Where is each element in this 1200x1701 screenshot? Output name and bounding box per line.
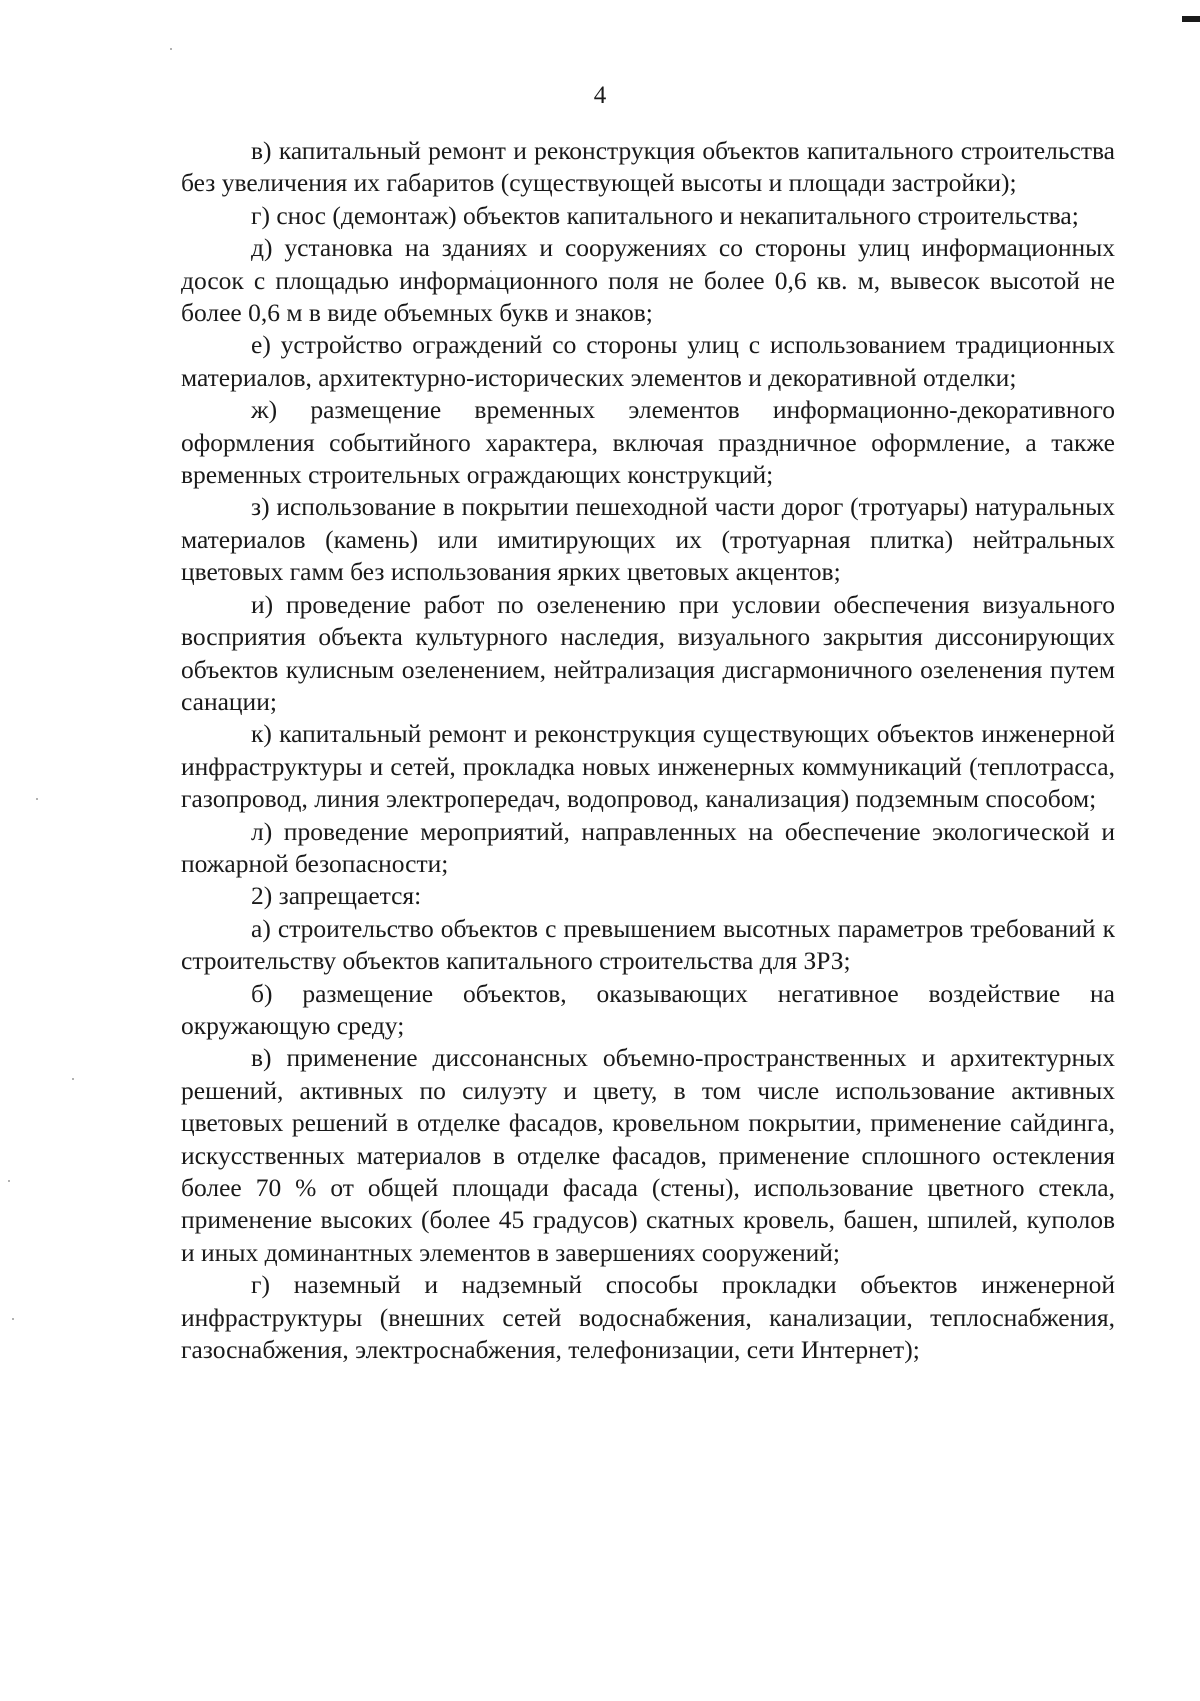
- paragraph-section-prohibited: 2) запрещается:: [251, 881, 422, 911]
- paragraph-item-g: г) снос (демонтаж) объектов капитального и некапитального строительства;: [251, 200, 1079, 230]
- paragraph-item-zh: ж) размещение временных элементов информационно-декоративного оформления событийного характера, включая праздничное оформление, а также временных строительных ограждающих конструкций;: [181, 395, 1115, 490]
- paragraph-item-b: б) размещение объектов, оказывающих негативное воздействие на окружающую среду;: [181, 978, 1115, 1040]
- scan-edge-mark: [1182, 16, 1200, 22]
- paragraph-item-l: л) проведение мероприятий, направленных на обеспечение экологической и пожарной безопасности;: [181, 816, 1115, 878]
- document-body: [181, 135, 1115, 1366]
- scan-speck: [8, 1180, 10, 1182]
- paragraph-item-i: и) проведение работ по озеленению при условии обеспечения визуального восприятия объекта культурного наследия, визуального закрытия диссонирующих объектов кулисным озеленением, нейтрализация дисгармоничного озеленения путем санации;: [181, 589, 1115, 716]
- paragraph-item-a: а) строительство объектов с превышением высотных параметров требований к строительству объектов капитального строительства для ЗРЗ;: [181, 913, 1115, 976]
- scan-speck: [36, 798, 38, 800]
- paragraph-item-v-prohibited: в) применение диссонансных объемно-пространственных и архитектурных решений, активных по силуэту и цвету, в том числе использование активных цветовых решений в отделке фасадов, кровельном покрытии, применение сайдинга, искусственных материалов в отделке фасадов, применение сплошного остекления более 70 % от общей площади фасада (стены), использование цветного стекла, применение высоких (более 45 градусов) скатных кровель, башен, шпилей, куполов и иных доминантных элементов в завершениях сооружений;: [181, 1043, 1115, 1267]
- paragraph-item-e: е) устройство ограждений со стороны улиц с использованием традиционных материалов, архитектурно-исторических элементов и декоративной отделки;: [181, 330, 1115, 392]
- paragraph-item-k: к) капитальный ремонт и реконструкция существующих объектов инженерной инфраструктуры и сетей, прокладка новых инженерных коммуникаций (теплотрасса, газопровод, линия электропередач, водопровод, канализация) подземным способом;: [181, 719, 1115, 814]
- scan-speck: [72, 1078, 74, 1080]
- paragraph-item-v: в) капитальный ремонт и реконструкция объектов капитального строительства без увеличения их габаритов (существующей высоты и площади застройки);: [181, 136, 1115, 198]
- paragraph-item-g-prohibited: г) наземный и надземный способы прокладки объектов инженерной инфраструктуры (внешних сетей водоснабжения, канализации, теплоснабжения, газоснабжения, электроснабжения, телефонизации, сети Интернет);: [181, 1270, 1115, 1365]
- paragraph-item-z: з) использование в покрытии пешеходной части дорог (тротуары) натуральных материалов (камень) или имитирующих их (тротуарная плитка) нейтральных цветовых гамм без использования ярких цветовых акцентов;: [181, 492, 1115, 587]
- page-number: 4: [593, 82, 607, 109]
- paragraph-item-d: д) установка на зданиях и сооружениях со стороны улиц информационных досок с площадью информационного поля не более 0,6 кв. м, вывесок высотой не более 0,6 м в виде объемных букв и знаков;: [181, 233, 1115, 328]
- scan-speck: [12, 1318, 14, 1320]
- scan-speck: [170, 48, 172, 50]
